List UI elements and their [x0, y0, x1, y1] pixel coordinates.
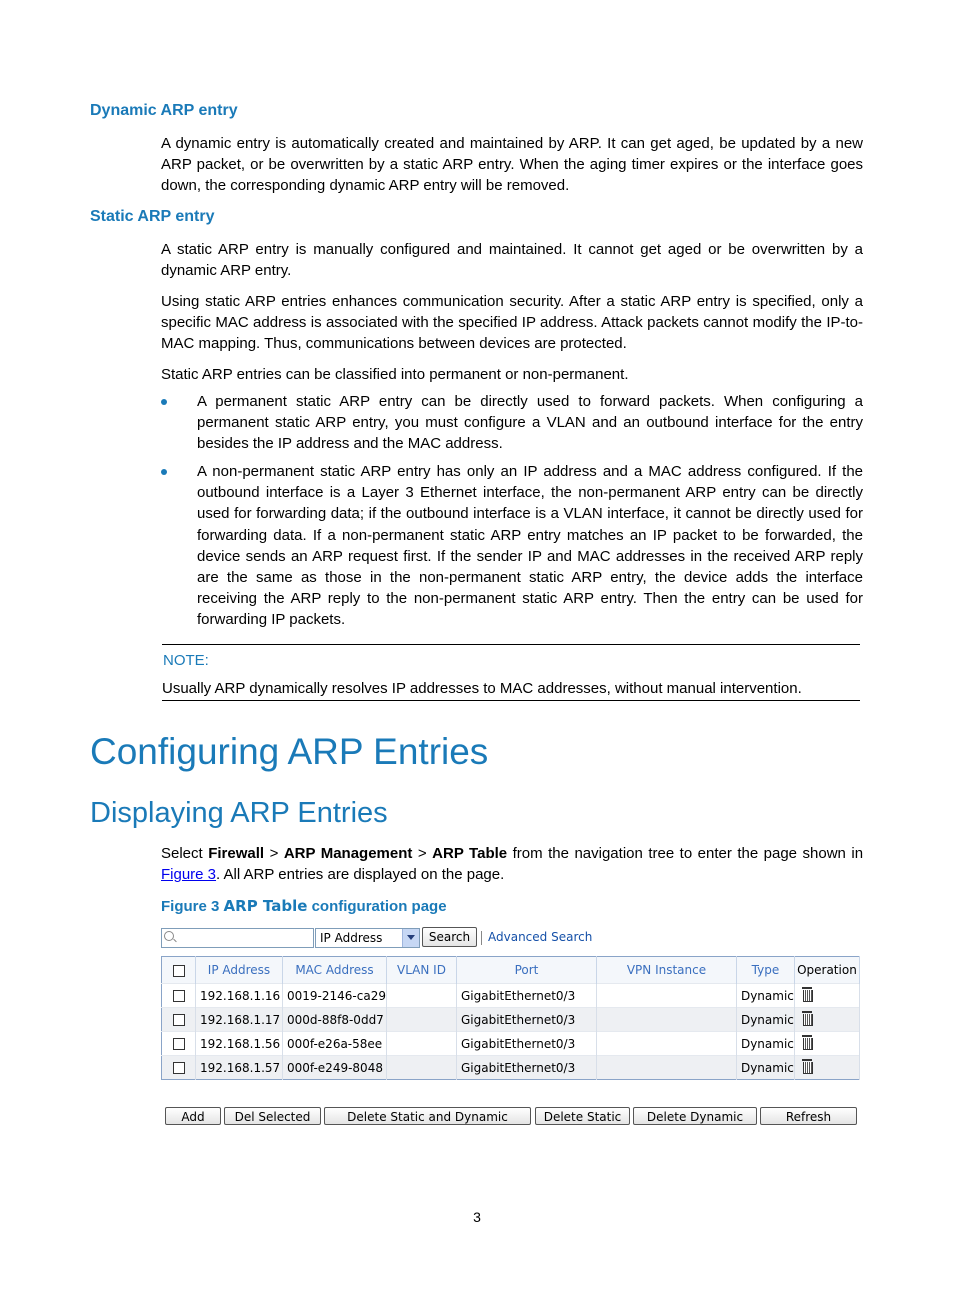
- figure-caption-bold: ARP Table: [223, 897, 308, 915]
- bullet-icon: [161, 399, 167, 405]
- delete-dynamic-button[interactable]: Delete Dynamic: [633, 1107, 757, 1125]
- cell-vlan: [386, 1056, 456, 1080]
- row-select-cell: [162, 984, 196, 1008]
- trash-icon[interactable]: [803, 1038, 813, 1050]
- column-ip-address[interactable]: IP Address: [196, 957, 283, 984]
- add-button[interactable]: Add: [165, 1107, 221, 1125]
- row-checkbox[interactable]: [173, 1014, 185, 1026]
- intro-end: . All ARP entries are displayed on the page.: [216, 866, 505, 884]
- figure-caption-prefix: Figure 3: [161, 898, 220, 915]
- nav-firewall: Firewall: [208, 845, 265, 862]
- cell-mac: 000f-e26a-58ee: [283, 1032, 387, 1056]
- table-row: [162, 1032, 860, 1056]
- divider: [481, 931, 482, 945]
- heading-static-arp-entry: Static ARP entry: [90, 208, 215, 225]
- bullet-icon: [161, 469, 167, 475]
- table-row: [162, 984, 860, 1008]
- trash-icon[interactable]: [803, 1062, 813, 1074]
- column-vlan-id[interactable]: VLAN ID: [386, 957, 456, 984]
- row-select-cell: [162, 1056, 196, 1080]
- cell-vpn: [596, 1032, 736, 1056]
- nav-arp-management: ARP Management: [283, 845, 413, 862]
- search-input[interactable]: [161, 928, 314, 948]
- heading-configuring-arp-entries: Configuring ARP Entries: [90, 731, 489, 772]
- cell-port: GigabitEthernet0/3: [456, 1008, 596, 1032]
- cell-ip: 192.168.1.16: [196, 984, 283, 1008]
- column-vpn-instance[interactable]: VPN Instance: [596, 957, 736, 984]
- intro-select: Select: [161, 845, 203, 862]
- row-checkbox[interactable]: [173, 990, 185, 1002]
- row-select-cell: [162, 1032, 196, 1056]
- row-checkbox[interactable]: [173, 1038, 185, 1050]
- trash-icon[interactable]: [803, 1014, 813, 1026]
- figure-3-link[interactable]: Figure 3: [161, 866, 217, 884]
- cell-vpn: [596, 1056, 736, 1080]
- delete-static-and-dynamic-button[interactable]: Delete Static and Dynamic: [324, 1107, 531, 1125]
- cell-type: Dynamic: [736, 1032, 794, 1056]
- column-port[interactable]: Port: [456, 957, 596, 984]
- select-all-checkbox[interactable]: [173, 965, 185, 977]
- delete-static-button[interactable]: Delete Static: [535, 1107, 630, 1125]
- dynamic-arp-paragraph: A dynamic entry is automatically created and maintained by ARP. It can get aged, be updated by a new ARP packet, or be overwritten by a static ARP entry. When the aging timer expires or the interface goes down, the corresponding dynamic ARP entry will be removed.: [161, 135, 863, 195]
- cell-type: Dynamic: [736, 1056, 794, 1080]
- row-checkbox[interactable]: [173, 1062, 185, 1074]
- static-arp-paragraph-1: A static ARP entry is manually configured and maintained. It cannot get aged or be overwritten by a dynamic ARP entry.: [161, 241, 863, 280]
- cell-mac: 000f-e249-8048: [283, 1056, 387, 1080]
- displaying-intro: [161, 843, 863, 885]
- heading-displaying-arp-entries: Displaying ARP Entries: [90, 797, 388, 829]
- heading-dynamic-arp-entry: Dynamic ARP entry: [90, 102, 238, 119]
- cell-port: GigabitEthernet0/3: [456, 1056, 596, 1080]
- nav-separator: >: [269, 845, 279, 862]
- cell-ip: 192.168.1.57: [196, 1056, 283, 1080]
- table-row: [162, 1008, 860, 1032]
- figure-caption-suffix: configuration page: [311, 898, 447, 915]
- cell-operation: [794, 1008, 859, 1032]
- page-number: 3: [473, 1209, 481, 1225]
- bullet-permanent: A permanent static ARP entry can be directly used to forward packets. When configuring a permanent static ARP entry, you must configure a VLAN and an outbound interface for the entry besides the IP address and the MAC address.: [197, 393, 863, 453]
- note-bottom-rule: [162, 700, 860, 701]
- refresh-button[interactable]: Refresh: [760, 1107, 857, 1125]
- bullet-non-permanent: A non-permanent static ARP entry has only an IP address and a MAC address configured. If the outbound interface is a Layer 3 Ethernet interface, the non-permanent ARP entry can be directly used for forwarding data; if the outbound interface is a VLAN interface, it cannot be directly used for forwarding data. If a non-permanent static ARP entry matches an IP packet to be forwarded, the device sends an ARP request first. If the sender IP and MAC addresses in the received ARP reply are the same as those in the non-permanent static ARP entry, the device adds the interface receiving the ARP reply to the non-permanent static ARP entry. Then the entry can be used for forwarding IP packets.: [197, 463, 863, 629]
- cell-vlan: [386, 984, 456, 1008]
- cell-vlan: [386, 1008, 456, 1032]
- column-operation: Operation: [794, 957, 859, 984]
- note-top-rule: [162, 644, 860, 645]
- cell-port: GigabitEthernet0/3: [456, 1032, 596, 1056]
- search-button[interactable]: Search: [422, 927, 477, 947]
- cell-operation: [794, 1032, 859, 1056]
- search-field-value: IP Address: [320, 931, 383, 945]
- search-field-select[interactable]: [315, 928, 420, 948]
- table-row: [162, 1056, 860, 1080]
- note-text: Usually ARP dynamically resolves IP addresses to MAC addresses, without manual intervention.: [162, 680, 802, 697]
- cell-vpn: [596, 984, 736, 1008]
- arp-table: [161, 956, 860, 1080]
- select-all-cell: [162, 957, 196, 984]
- row-select-cell: [162, 1008, 196, 1032]
- cell-ip: 192.168.1.56: [196, 1032, 283, 1056]
- search-icon: [164, 931, 174, 941]
- trash-icon[interactable]: [803, 990, 813, 1002]
- note-label: NOTE:: [163, 652, 209, 669]
- del-selected-button[interactable]: Del Selected: [224, 1107, 321, 1125]
- cell-type: Dynamic: [736, 984, 794, 1008]
- figure-caption: [161, 897, 447, 915]
- intro-middle: from the navigation tree to enter the page shown in: [512, 845, 864, 862]
- cell-ip: 192.168.1.17: [196, 1008, 283, 1032]
- column-type[interactable]: Type: [736, 957, 794, 984]
- cell-operation: [794, 1056, 859, 1080]
- static-arp-paragraph-3: Static ARP entries can be classified into permanent or non-permanent.: [161, 366, 629, 383]
- cell-operation: [794, 984, 859, 1008]
- column-mac-address[interactable]: MAC Address: [283, 957, 387, 984]
- cell-vpn: [596, 1008, 736, 1032]
- chevron-down-icon[interactable]: [402, 929, 419, 947]
- advanced-search-link[interactable]: Advanced Search: [488, 930, 593, 944]
- cell-type: Dynamic: [736, 1008, 794, 1032]
- static-arp-paragraph-2: Using static ARP entries enhances communication security. After a static ARP entry is specified, only a specific MAC address is associated with the specified IP address. Attack packets cannot modify the IP-to-MAC mapping. Thus, communications between devices are protected.: [161, 293, 863, 353]
- table-header-row: [162, 957, 860, 984]
- cell-mac: 000d-88f8-0dd7: [283, 1008, 387, 1032]
- cell-port: GigabitEthernet0/3: [456, 984, 596, 1008]
- cell-vlan: [386, 1032, 456, 1056]
- nav-arp-table: ARP Table: [432, 845, 508, 862]
- nav-separator: >: [417, 845, 427, 862]
- cell-mac: 0019-2146-ca29: [283, 984, 387, 1008]
